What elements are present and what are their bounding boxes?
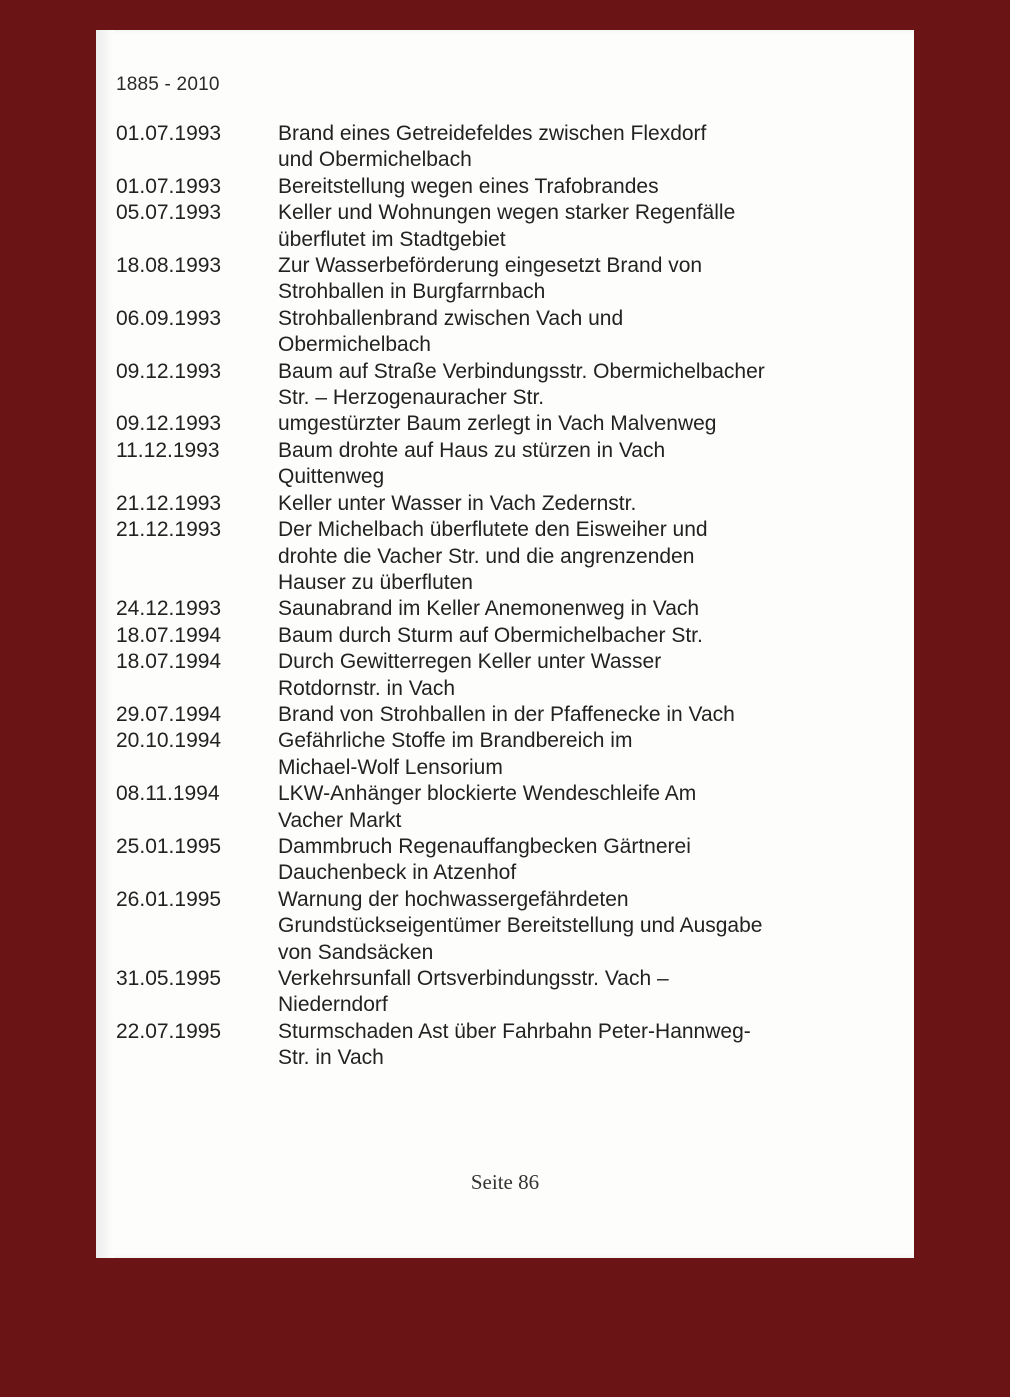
chronicle-entry bbox=[116, 887, 816, 966]
chronicle-entry bbox=[116, 121, 816, 174]
entry-date: 20.10.1994 bbox=[116, 729, 222, 753]
page-number: Seite 86 bbox=[470, 1170, 540, 1194]
entry-text: Baum drohte auf Haus zu stürzen in Vach Quittenweg bbox=[278, 438, 666, 489]
chronicle-entry bbox=[116, 411, 816, 437]
chronicle-entry bbox=[116, 200, 816, 253]
entry-text: Brand von Strohballen in der Pfaffenecke in Vach bbox=[278, 702, 735, 726]
running-header-years: 1885 - 2010 bbox=[116, 74, 220, 95]
entry-date: 21.12.1993 bbox=[116, 518, 222, 542]
entry-text: Verkehrsunfall Ortsverbindungsstr. Vach – Niederndorf bbox=[278, 967, 669, 1017]
entry-date: 09.12.1993 bbox=[116, 412, 222, 436]
entry-text: umgestürzter Baum zerlegt in Vach Malvenweg bbox=[278, 412, 717, 436]
entry-date: 22.07.1995 bbox=[116, 1019, 222, 1043]
chronicle-entry bbox=[116, 1019, 816, 1072]
entry-text: Keller und Wohnungen wegen starker Regenfälle überflutet im Stadtgebiet bbox=[278, 201, 736, 251]
chronicle-entry bbox=[116, 834, 816, 887]
entry-date: 08.11.1994 bbox=[116, 782, 220, 806]
entry-text: Saunabrand im Keller Anemonenweg in Vach bbox=[278, 597, 700, 621]
entry-text: Brand eines Getreidefeldes zwischen Flexdorf und Obermichelbach bbox=[278, 122, 707, 172]
entry-text: Durch Gewitterregen Keller unter Wasser Rotdornstr. in Vach bbox=[278, 650, 662, 700]
entry-date: 31.05.1995 bbox=[116, 967, 222, 990]
chronicle-entry bbox=[116, 781, 816, 834]
chronicle-entry bbox=[116, 966, 816, 1019]
chronicle-entry bbox=[116, 596, 816, 622]
entry-text: Der Michelbach überflutete den Eisweiher und drohte die Vacher Str. und die angrenzenden Hauser zu überfluten bbox=[278, 518, 708, 594]
chronicle-entry-list bbox=[116, 121, 816, 1072]
entry-text: Dammbruch Regenauffangbecken Gärtnerei Dauchenbeck in Atzenhof bbox=[278, 834, 691, 885]
page-gutter-shadow bbox=[96, 30, 114, 1258]
chronicle-entry bbox=[116, 623, 816, 649]
chronicle-entry bbox=[116, 728, 816, 781]
entry-date: 01.07.1993 bbox=[116, 174, 222, 198]
chronicle-entry bbox=[116, 438, 816, 491]
chronicle-entry bbox=[116, 491, 816, 517]
chronicle-entry bbox=[116, 253, 816, 306]
entry-text: Gefährliche Stoffe im Brandbereich im Michael-Wolf Lensorium bbox=[278, 729, 633, 779]
entry-date: 18.08.1993 bbox=[116, 254, 222, 278]
entry-date: 29.07.1994 bbox=[116, 702, 222, 726]
entry-text: Warnung der hochwassergefährdeten Grundstückseigentümer Bereitstellung und Ausgabe von Sandsäcken bbox=[278, 887, 763, 964]
chronicle-entry bbox=[116, 359, 816, 412]
entry-text: Sturmschaden Ast über Fahrbahn Peter-Hannweg- Str. in Vach bbox=[278, 1019, 751, 1070]
entry-text: Keller unter Wasser in Vach Zedernstr. bbox=[278, 491, 637, 515]
entry-date: 25.01.1995 bbox=[116, 834, 222, 858]
entry-text: LKW-Anhänger blockierte Wendeschleife Am Vacher Markt bbox=[278, 782, 697, 832]
entry-date: 24.12.1993 bbox=[116, 597, 222, 621]
entry-text: Zur Wasserbeförderung eingesetzt Brand von Strohballen in Burgfarrnbach bbox=[278, 254, 703, 304]
entry-text: Baum auf Straße Verbindungsstr. Obermichelbacher Str. – Herzogenauracher Str. bbox=[278, 359, 765, 410]
entry-date: 18.07.1994 bbox=[116, 650, 222, 674]
entry-text: Bereitstellung wegen eines Trafobrandes bbox=[278, 174, 659, 198]
chronicle-entry bbox=[116, 702, 816, 728]
entry-date: 21.12.1993 bbox=[116, 491, 222, 515]
chronicle-entry bbox=[116, 306, 816, 359]
entry-date: 18.07.1994 bbox=[116, 623, 222, 647]
entry-date: 01.07.1993 bbox=[116, 122, 222, 145]
entry-date: 06.09.1993 bbox=[116, 306, 222, 330]
entry-text: Baum durch Sturm auf Obermichelbacher Str. bbox=[278, 623, 703, 647]
entry-date: 26.01.1995 bbox=[116, 887, 222, 911]
chronicle-entry bbox=[116, 649, 816, 702]
entry-date: 05.07.1993 bbox=[116, 201, 222, 225]
entry-date: 09.12.1993 bbox=[116, 359, 222, 383]
entry-date: 11.12.1993 bbox=[116, 438, 220, 462]
chronicle-entry bbox=[116, 174, 816, 200]
chronicle-entry bbox=[116, 517, 816, 596]
entry-text: Strohballenbrand zwischen Vach und Obermichelbach bbox=[278, 306, 624, 357]
